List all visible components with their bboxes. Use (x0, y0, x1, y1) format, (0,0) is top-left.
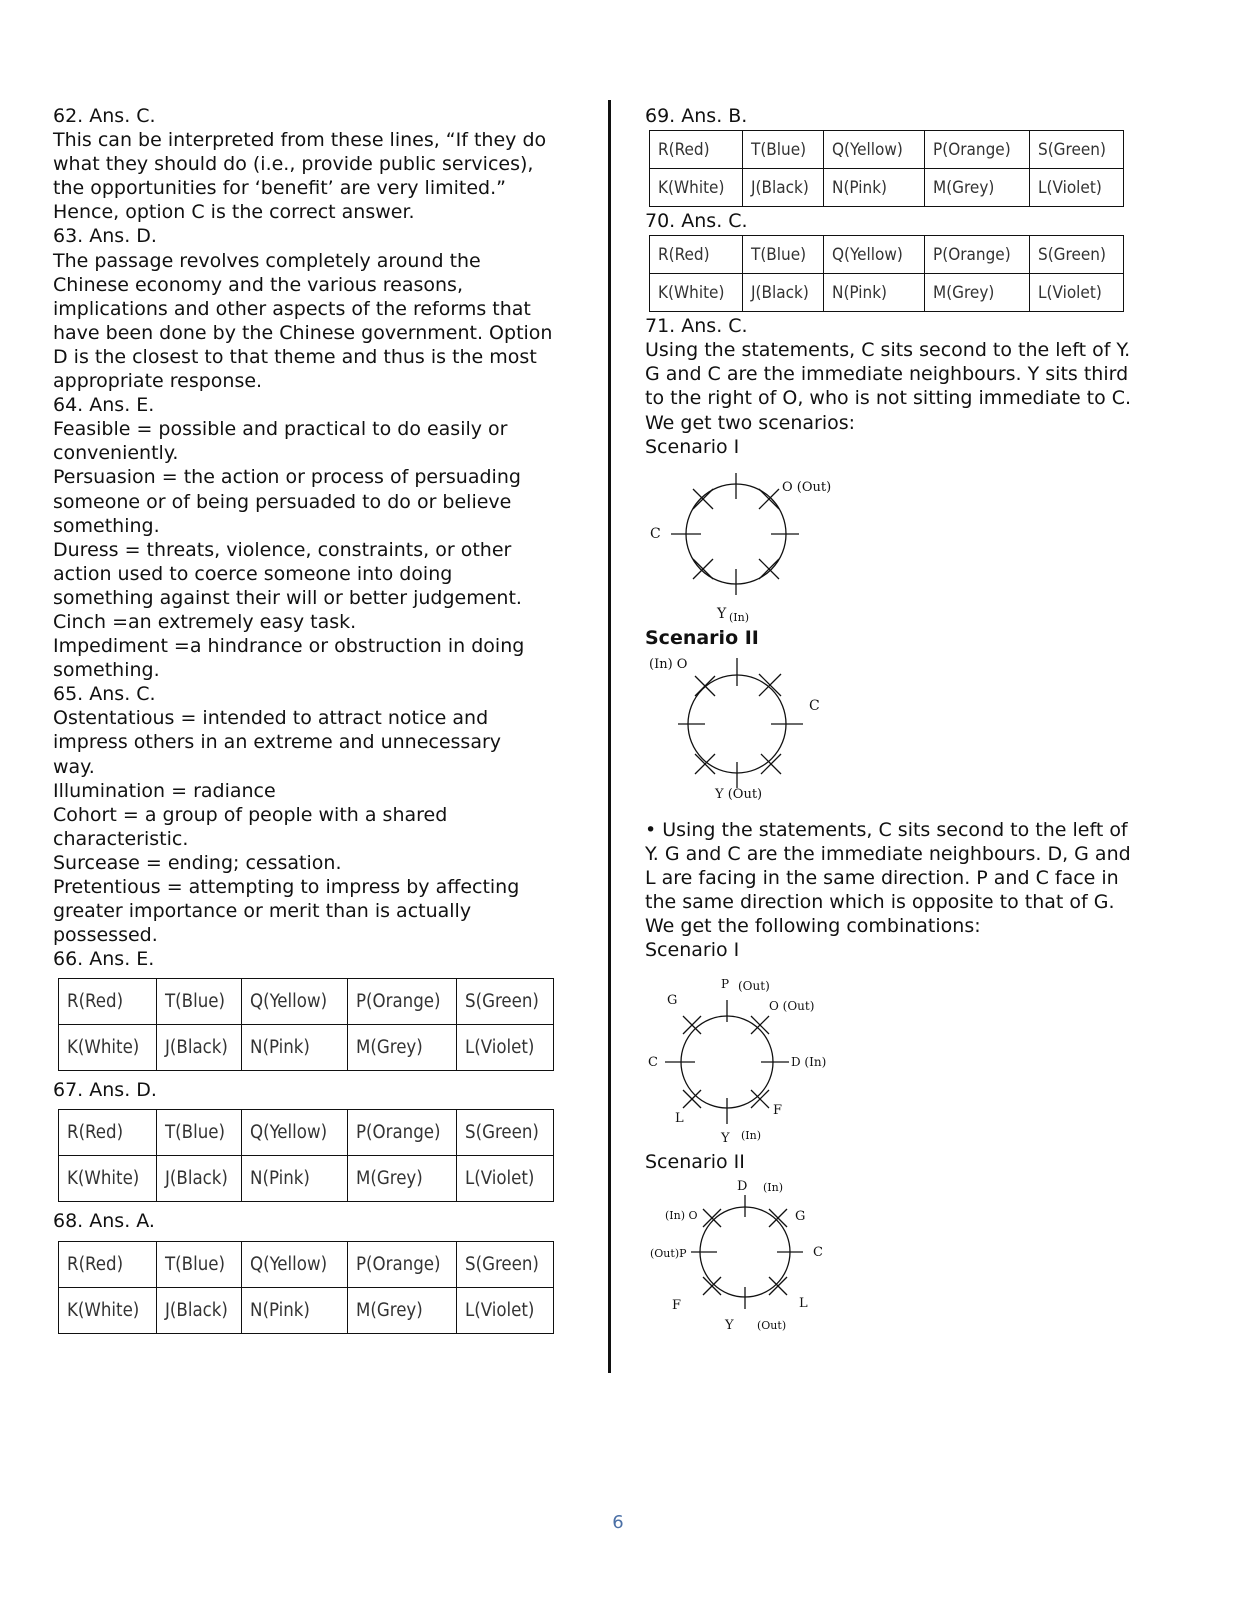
table-cell: T(Blue) (743, 236, 824, 274)
answer-71-bullet-text: Y. G and C are the immediate neighbours. D, G and (645, 842, 1131, 865)
seat-label: Y (725, 1317, 734, 1333)
seat-label: (Out) (757, 1318, 787, 1332)
answer-64-text: action used to coerce someone into doing (53, 562, 453, 585)
table-cell: Q(Yellow) (824, 236, 925, 274)
answer-71-bullet-text: • Using the statements, C sits second to the left of (645, 818, 1128, 841)
table-cell: P(Orange) (925, 131, 1030, 169)
table-cell: Q(Yellow) (824, 131, 925, 169)
table-row (650, 274, 1124, 312)
table-cell: P(Orange) (348, 979, 457, 1025)
table-cell: J(Black) (743, 169, 824, 207)
seat-label: F (672, 1297, 682, 1313)
answer-65-text: Surcease = ending; cessation. (53, 851, 342, 874)
table-cell: L(Violet) (1030, 169, 1124, 207)
table-row (650, 169, 1124, 207)
table-cell: N(Pink) (824, 169, 925, 207)
answer-64-text: Duress = threats, violence, constraints, or other (53, 538, 512, 561)
seating-diagram-2 (645, 652, 845, 802)
color-table-68 (58, 1241, 554, 1334)
table-cell: P(Orange) (348, 1110, 457, 1156)
seat-label: D (In) (791, 1055, 827, 1070)
answer-67-heading: 67. Ans. D. (53, 1079, 157, 1102)
table-cell: R(Red) (650, 236, 743, 274)
seat-label: G (667, 993, 678, 1009)
answer-64-text: something. (53, 514, 160, 537)
answer-65-text: impress others in an extreme and unnecessary (53, 731, 502, 754)
table-cell: L(Violet) (1030, 274, 1124, 312)
table-cell: Q(Yellow) (242, 1241, 348, 1287)
table-row (59, 979, 554, 1025)
answer-63-text: appropriate response. (53, 370, 263, 393)
scenario-label: Scenario II (645, 1151, 745, 1174)
answer-65-text: greater importance or merit than is actually (53, 900, 472, 923)
seating-diagram-4 (645, 1177, 845, 1337)
column-divider (608, 100, 611, 1373)
seat-label: L (799, 1295, 808, 1311)
table-cell: T(Blue) (157, 1241, 242, 1287)
table-cell: L(Violet) (457, 1025, 554, 1071)
scenario-label: Scenario II (645, 626, 759, 649)
color-table-66 (58, 978, 554, 1071)
answer-65-text: possessed. (53, 924, 158, 947)
table-cell: J(Black) (743, 274, 824, 312)
table-cell: R(Red) (59, 1110, 157, 1156)
table-row (59, 1110, 554, 1156)
table-cell: T(Blue) (157, 1110, 242, 1156)
seat-label: (Out)P (650, 1246, 687, 1260)
table-cell: Q(Yellow) (242, 979, 348, 1025)
answer-65-text: characteristic. (53, 827, 189, 850)
page-number: 6 (612, 1512, 624, 1533)
table-cell: M(Grey) (348, 1025, 457, 1071)
table-cell: S(Green) (457, 1110, 554, 1156)
answer-64-text: conveniently. (53, 442, 179, 465)
answer-71-text: G and C are the immediate neighbours. Y sits third (645, 363, 1129, 386)
table-row (59, 1025, 554, 1071)
answer-63-text: D is the closest to that theme and thus is the most (53, 345, 537, 368)
answer-64-heading: 64. Ans. E. (53, 394, 155, 417)
table-cell: P(Orange) (348, 1241, 457, 1287)
table-cell: K(White) (59, 1156, 157, 1202)
answer-71-text: to the right of O, who is not sitting immediate to C. (645, 387, 1132, 410)
seat-label: G (795, 1208, 806, 1224)
table-cell: N(Pink) (242, 1156, 348, 1202)
table-cell: K(White) (59, 1025, 157, 1071)
table-cell: R(Red) (59, 979, 157, 1025)
table-cell: S(Green) (457, 1241, 554, 1287)
answer-63-text: implications and other aspects of the reforms that (53, 297, 531, 320)
left-column (53, 104, 583, 1341)
answer-71-heading: 71. Ans. C. (645, 315, 748, 338)
table-cell: R(Red) (650, 131, 743, 169)
seat-label: C (650, 525, 661, 542)
seat-label: D (737, 1178, 748, 1194)
answer-63-heading: 63. Ans. D. (53, 225, 157, 248)
table-cell: K(White) (650, 274, 743, 312)
color-table-70 (649, 235, 1124, 312)
answer-62-text: the opportunities for ‘benefit’ are very limited.” (53, 177, 506, 200)
table-cell: K(White) (650, 169, 743, 207)
answer-66-heading: 66. Ans. E. (53, 948, 155, 971)
answer-63-text: The passage revolves completely around the (53, 249, 481, 272)
table-cell: T(Blue) (743, 131, 824, 169)
table-cell: N(Pink) (242, 1025, 348, 1071)
seat-label: (In) O (649, 656, 688, 672)
seating-diagram-1 (645, 461, 845, 624)
table-cell: S(Green) (1030, 236, 1124, 274)
seating-diagram-3 (645, 964, 845, 1147)
seat-label: Y (717, 605, 727, 622)
table-cell: J(Black) (157, 1156, 242, 1202)
seat-label: Y (Out) (715, 786, 763, 802)
seat-label: L (675, 1111, 684, 1127)
seat-label: (Out) (738, 979, 770, 994)
answer-62-text: what they should do (i.e., provide public services), (53, 153, 534, 176)
table-row (650, 131, 1124, 169)
table-cell: N(Pink) (824, 274, 925, 312)
seat-label: Y (721, 1131, 730, 1147)
table-cell: M(Grey) (348, 1287, 457, 1333)
answer-64-text: Persuasion = the action or process of persuading (53, 466, 521, 489)
answer-65-text: Cohort = a group of people with a shared (53, 803, 448, 826)
table-cell: T(Blue) (157, 979, 242, 1025)
answer-71-text: Using the statements, C sits second to the left of Y. (645, 339, 1131, 362)
answer-70-heading: 70. Ans. C. (645, 210, 748, 233)
table-cell: L(Violet) (457, 1287, 554, 1333)
table-row (59, 1287, 554, 1333)
seat-label: F (773, 1103, 783, 1119)
answer-64-text: Feasible = possible and practical to do easily or (53, 418, 508, 441)
table-cell: J(Black) (157, 1287, 242, 1333)
table-cell: Q(Yellow) (242, 1110, 348, 1156)
answer-65-text: Illumination = radiance (53, 779, 276, 802)
table-cell: R(Red) (59, 1241, 157, 1287)
right-column (645, 104, 1190, 1341)
answer-63-text: Chinese economy and the various reasons, (53, 273, 463, 296)
answer-62-heading: 62. Ans. C. (53, 105, 156, 127)
answer-65-text: Pretentious = attempting to impress by affecting (53, 876, 520, 898)
seat-label: O (Out) (782, 479, 832, 495)
table-cell: M(Grey) (925, 169, 1030, 207)
seat-label: P (721, 977, 730, 992)
seat-label: (In) (741, 1129, 762, 1143)
answer-65-heading: 65. Ans. C. (53, 683, 156, 706)
table-row (59, 1156, 554, 1202)
table-cell: J(Black) (157, 1025, 242, 1071)
scenario-label: Scenario I (645, 435, 740, 458)
answer-69-heading: 69. Ans. B. (645, 105, 748, 127)
seat-label: (In) (763, 1180, 784, 1194)
table-cell: K(White) (59, 1287, 157, 1333)
answer-64-text: Impediment =a hindrance or obstruction in doing (53, 635, 525, 658)
answer-65-text: way. (53, 755, 95, 778)
answer-62-text: This can be interpreted from these lines, “If they do (53, 129, 547, 152)
table-cell: S(Green) (457, 979, 554, 1025)
answer-71-bullet-text: We get the following combinations: (645, 915, 981, 938)
color-table-69 (649, 130, 1124, 207)
answer-71-bullet-text: L are facing in the same direction. P and C face in (645, 867, 1119, 890)
seat-label: C (648, 1055, 658, 1071)
seat-label: C (809, 697, 820, 714)
answer-64-text: something against their will or better judgement. (53, 586, 522, 609)
seat-label: O (Out) (769, 999, 815, 1014)
table-cell: N(Pink) (242, 1287, 348, 1333)
answer-64-text: someone or of being persuaded to do or believe (53, 490, 512, 513)
answer-71-text: We get two scenarios: (645, 411, 856, 434)
answer-63-text: have been done by the Chinese government. Option (53, 321, 553, 344)
answer-64-text: Cinch =an extremely easy task. (53, 610, 357, 633)
scenario-label: Scenario I (645, 939, 740, 962)
table-row (59, 1241, 554, 1287)
table-cell: M(Grey) (348, 1156, 457, 1202)
table-cell: S(Green) (1030, 131, 1124, 169)
seat-label: (In) O (665, 1208, 698, 1222)
color-table-67 (58, 1109, 554, 1202)
seat-label: C (813, 1244, 823, 1260)
table-cell: P(Orange) (925, 236, 1030, 274)
answer-64-text: something. (53, 659, 160, 682)
seat-label: (In) (729, 610, 750, 624)
table-cell: L(Violet) (457, 1156, 554, 1202)
table-row (650, 236, 1124, 274)
table-cell: M(Grey) (925, 274, 1030, 312)
answer-71-bullet-text: the same direction which is opposite to that of G. (645, 891, 1115, 914)
answer-65-text: Ostentatious = intended to attract notice and (53, 707, 489, 730)
answer-62-text: Hence, option C is the correct answer. (53, 201, 415, 224)
answer-68-heading: 68. Ans. A. (53, 1210, 155, 1233)
